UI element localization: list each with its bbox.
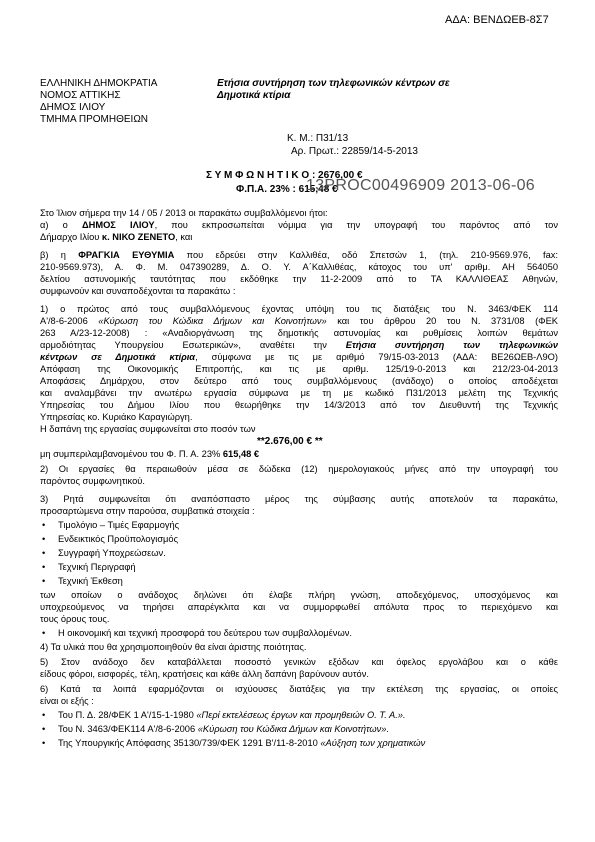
law-item: • Του Ν. 3463/ΦΕΚ114 Α'/8-6-2006 «Κύρωση του Κώδικα Δήμων και Κοινοτήτων».: [42, 724, 390, 734]
body-line: Δήμαρχο Ιλίου κ. ΝΙΚΟ ΖΕΝΕΤΟ, και: [40, 232, 193, 242]
subject-line-2: Δημοτικά κτίρια: [217, 90, 291, 101]
body-line: Υπηρεσίας του Δήμου Ιλίου που θεωρήθηκε την 14/3/2013 από τον Διευθυντή της Τεχνικής: [40, 400, 558, 410]
vat-line: Φ.Π.Α. 23% : 615,48 €: [236, 184, 338, 195]
body-line: Στο Ίλιον σήμερα την 14 / 05 / 2013 οι παρακάτω συμβαλλόμενοι ήτοι:: [40, 208, 328, 218]
body-line: και αναλαμβάνει την ανωτέρω εργασία σύμφωνα με τη με κωδικό Π31/2013 μελέτη της Τεχνικής: [40, 388, 558, 398]
body-line: 1) ο πρώτος από τους συμβαλλόμενους έχοντας υπόψη του τις διατάξεις του Ν. 3463/ΦΕΚ 114: [40, 304, 558, 314]
body-line: αρμοδιότητας Υπουργείου Εσωτερικών», αναθέτει την Ετήσια συντήρηση των τηλεφωνικών: [40, 340, 558, 350]
body-line: είδους φόροι, εισφορές, τέλη, κρατήσεις και κάθε άλλη δαπάνη βαρύνουν αυτόν.: [40, 669, 369, 679]
protocol-stamp: 13PROC00496909 2013-06-06: [306, 177, 535, 194]
issuer-line-4: ΤΜΗΜΑ ΠΡΟΜΗΘΕΙΩΝ: [40, 114, 149, 125]
contract-amount: **2.676,00 € **: [257, 436, 323, 447]
body-line: 4) Τα υλικά που θα χρησιμοποιηθούν θα είναι άριστης ποιότητας.: [40, 642, 307, 652]
body-line: 210-9569.973), Α. Φ. Μ. 047390289, Δ. Ο. Υ. Α΄Καλλιθέας, κάτοχος του υπ' αριθμ. ΑΗ 564050: [40, 262, 558, 272]
body-line: μη συμπεριλαμβανομένου του Φ. Π. Α. 23% 615,48 €: [40, 449, 260, 459]
body-line: κέντρων σε Δημοτικά κτίρια, σύμφωνα με τις με αριθμό 79/15-03-2013 (ΑΔΑ: ΒΕ26ΩΕΒ-Λ9Ο): [40, 352, 558, 362]
body-line: α) ο ΔΗΜΟΣ ΙΛΙΟΥ, που εκπροσωπείται νόμιμα για την υπογραφή του παρόντος από τον: [40, 220, 558, 230]
body-line: τους όρους τους.: [40, 614, 110, 624]
protocol-number: Αρ. Πρωτ.: 22859/14-5-2013: [291, 146, 418, 157]
contract-title: Σ Υ Μ Φ Ω Ν Η Τ Ι Κ Ο : 2676,00 €: [206, 170, 363, 181]
body-line: συμφωνούν και συναποδέχονται τα παρακάτω :: [40, 286, 236, 296]
list-item: • Τεχνική Περιγραφή: [42, 562, 136, 572]
body-line: β) η ΦΡΑΓΚΙΑ ΕΥΘΥΜΙΑ που εδρεύει στην Καλλιθέα, οδό Σπετσών 1, (τηλ. 210-9569.976, fax:: [40, 250, 558, 260]
issuer-line-3: ΔΗΜΟΣ ΙΛΙΟΥ: [40, 102, 106, 113]
body-line: Απόφαση της Οικονομικής Επιτροπής, και τις με αριθμ. 125/19-0-2013 και 212/23-04-2013: [40, 364, 558, 374]
subject-line-1: Ετήσια συντήρηση των τηλεφωνικών κέντρων σε: [217, 78, 450, 89]
ada-code: ΑΔΑ: ΒΕΝΔΩΕΒ-8Σ7: [445, 14, 549, 26]
list-item: • Συγγραφή Υποχρεώσεων.: [42, 548, 166, 558]
law-item: • Της Υπουργικής Απόφασης 35130/739/ΦΕΚ 1291 Β'/11-8-2010 «Αύξηση των χρηματικών: [42, 738, 426, 748]
km-number: Κ. Μ.: Π31/13: [287, 133, 349, 144]
body-line: παρόντος συμφωνητικού.: [40, 476, 145, 486]
list-item: • Τεχνική Έκθεση: [42, 576, 123, 586]
body-line: 5) Στον ανάδοχο δεν καταβάλλεται ποσοστό γενικών εξόδων και όφελος εργολάβου και ο κάθε: [40, 657, 558, 667]
body-line: Α'/8-6-2006 «Κύρωση του Κώδικα Δήμων και Κοινοτήτων» και του άρθρου 20 του Ν. 3731/08 (ΦΕΚ: [40, 316, 558, 326]
body-line: προσαρτώμενα στην παρούσα, συμβατικά στοιχεία :: [40, 506, 255, 516]
issuer-line-2: ΝΟΜΟΣ ΑΤΤΙΚΗΣ: [40, 90, 121, 101]
law-item: • Του Π. Δ. 28/ΦΕΚ 1 Α'/15-1-1980 «Περί εκτελέσεως έργων και προμηθειών Ο. Τ. Α.».: [42, 710, 406, 720]
body-line: 3) Ρητά συμφωνείται ότι αναπόσπαστο μέρος της σύμβασης αυτής αποτελούν τα παρακάτω,: [40, 494, 558, 504]
body-line: 263 Α/23-12-2008) : «Αναδιοργάνωση της δημοτικής αστυνομίας και ρυθμίσεις λοιπών θεμάτων: [40, 328, 558, 338]
body-line: δελτίου αστυνομικής ταυτότητας που εκδόθηκε την 11-2-2009 από το ΤΑ ΚΑΛΛΙΘΕΑΣ Αθηνών,: [40, 274, 558, 284]
body-line: Υπηρεσίας κο. Κυριάκο Καραγιώργη.: [40, 412, 193, 422]
list-item: • Τιμολόγιο – Τιμές Εφαρμογής: [42, 520, 180, 530]
issuer-line-1: ΕΛΛΗΝΙΚΗ ΔΗΜΟΚΡΑΤΙΑ: [40, 78, 158, 89]
body-line: των οποίων ο ανάδοχος δηλώνει ότι έλαβε πλήρη γνώση, αποδεχόμενος, υποσχόμενος και: [40, 590, 558, 600]
body-line: 2) Οι εργασίες θα περαιωθούν μέσα σε δώδεκα (12) ημερολογιακούς μήνες από την υπογραφή του: [40, 464, 558, 474]
body-line: είναι οι εξής :: [40, 696, 94, 706]
list-item: • Η οικονομική και τεχνική προσφορά του δεύτερου των συμβαλλομένων.: [42, 628, 352, 638]
list-item: • Ενδεικτικός Προϋπολογισμός: [42, 534, 179, 544]
body-line: υποχρεούμενος να τηρήσει απαρέγκλιτα και να συμμορφωθεί απόλυτα προς το περιεχόμενο και: [40, 602, 558, 612]
body-line: Αποφάσεις Δημάρχου, στον δεύτερο από τους συμβαλλόμενους (ανάδοχο) ο οποίος αποδέχεται: [40, 376, 558, 386]
body-line: 6) Κατά τα λοιπά εφαρμόζονται οι ισχύουσες διατάξεις για την εκτέλεση της εργασίας, οι οποίες: [40, 684, 558, 694]
body-line: Η δαπάνη της εργασίας συμφωνείται στο ποσόν των: [40, 424, 256, 434]
